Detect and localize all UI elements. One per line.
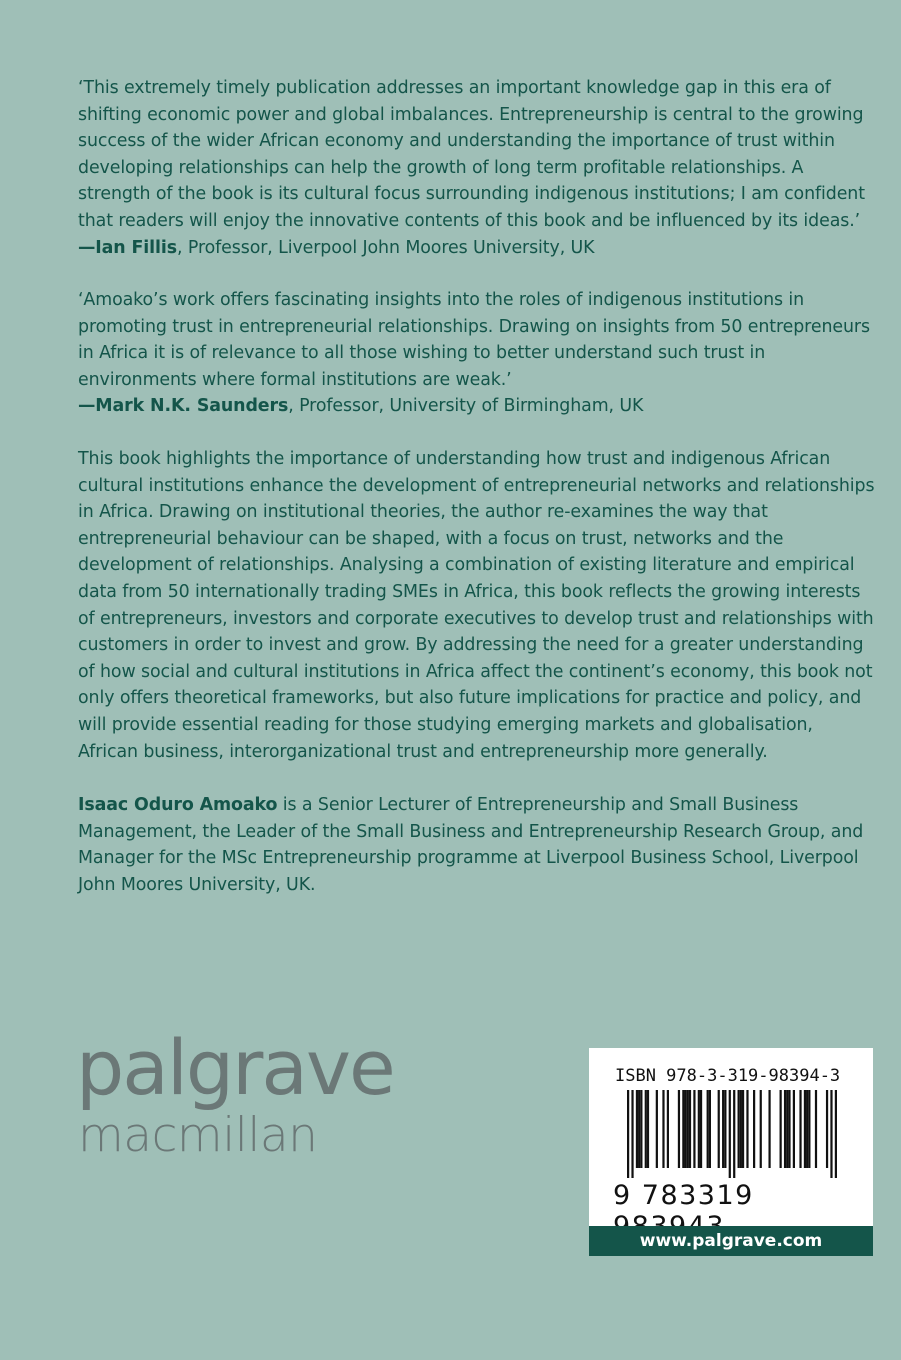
quote-author: —Mark N.K. Saunders — [78, 396, 289, 417]
bio-text: is a Senior Lecturer of Entrepreneurship and Small Business Management, the Leader of the Small Business and Entrepreneurship Research Group, and Manager for the MSc Entrepreneurship programme at Liverpool Business School, Liverpool John Moores University, UK. — [78, 795, 864, 895]
quote-text: ‘This extremely timely publication addresses an important knowledge gap in this era of shifting economic power and global imbalances. Entrepreneurship is central to the growing success of the wider African economy and understanding the importance of trust within developing relationships can help the growth of long term profitable relationships. A strength of the book is its cultural focus surrounding indigenous institutions; I am confident that readers will enjoy the innovative contents of this book and be influenced by its ideas.’ — [78, 78, 865, 231]
quote-attribution — [78, 235, 878, 262]
quote-affiliation: , Professor, University of Birmingham, UK — [288, 396, 644, 417]
author-bio — [78, 792, 878, 898]
isbn-digits: 9 783319 — [613, 1180, 754, 1211]
bio-paragraph — [78, 792, 878, 898]
quote-affiliation: , Professor, Liverpool John Moores University, UK — [177, 237, 595, 258]
barcode-icon — [627, 1090, 837, 1178]
quote-author: —Ian Fillis — [78, 237, 178, 258]
publisher-logo — [76, 1023, 394, 1163]
publisher-url: www.palgrave.com — [589, 1226, 873, 1256]
endorsement-quote-2 — [78, 287, 878, 420]
author-name: Isaac Oduro Amoako — [78, 795, 278, 815]
quote-text: ‘Amoako’s work offers fascinating insights into the roles of indigenous institutions in promoting trust in entrepreneurial relationships. Drawing on insights from 50 entrepreneurs in Africa it is of relevance to all those wishing to better understand such trust in environments where formal institutions are weak.’ — [78, 290, 870, 390]
logo-line-2: macmillan — [78, 1108, 318, 1163]
book-description — [78, 446, 878, 765]
isbn-label: ISBN 978-3-319-98394-3 — [615, 1066, 841, 1086]
description-text: This book highlights the importance of understanding how trust and indigenous African cultural institutions enhance the development of entrepreneurial networks and relationships in Africa. Drawing on institutional theories, the author re-examines the way that entrepreneurial behaviour can be shaped, with a focus on trust, networks and the development of relationships. Analysing a combination of existing literature and empirical data from 50 internationally trading SMEs in Africa, this book reflects the growing interests of entrepreneurs, investors and corporate executives to develop trust and relationships with customers in order to invest and grow. By addressing the need for a greater understanding of how social and cultural institutions in Africa affect the continent’s economy, this book not only offers theoretical frameworks, but also future implications for practice and policy, and will provide essential reading for those studying emerging markets and globalisation, African business, interorganizational trust and entrepreneurship more generally. — [78, 449, 875, 762]
isbn-barcode-block — [589, 1048, 873, 1256]
logo-line-1: palgrave — [76, 1023, 394, 1112]
endorsement-quote-1 — [78, 75, 878, 261]
quote-attribution — [78, 393, 878, 420]
